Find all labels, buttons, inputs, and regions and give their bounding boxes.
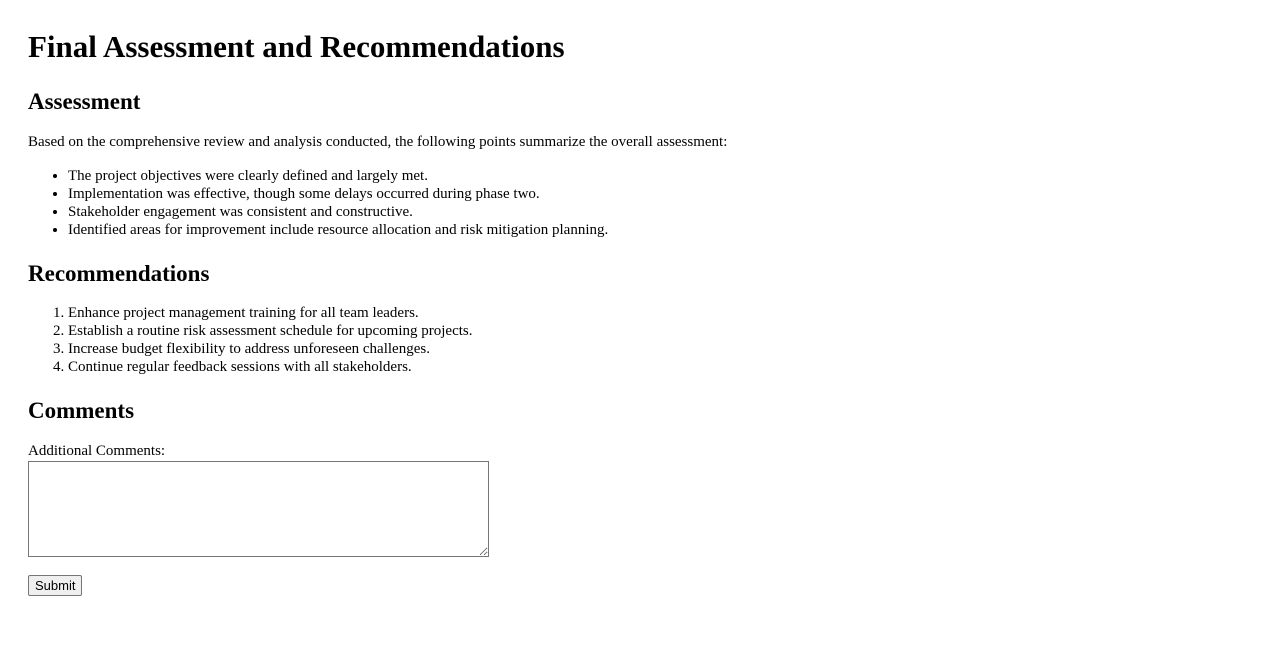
assessment-heading: Assessment (28, 89, 141, 114)
list-item: • Stakeholder engagement was consistent and constructive. (68, 203, 1250, 221)
comments-textarea[interactable] (28, 461, 489, 557)
submit-button[interactable]: Submit (28, 575, 82, 596)
submit-row (28, 575, 1250, 596)
recommendations-heading: Recommendations (28, 261, 210, 286)
comments-section (28, 397, 1250, 596)
comments-heading: Comments (28, 398, 135, 423)
list-item: • Identified areas for improvement include resource allocation and risk mitigation planning. (68, 221, 1250, 239)
list-item: 2. Establish a routine risk assessment schedule for upcoming projects. (68, 322, 1250, 340)
assessment-section (28, 88, 1250, 239)
assessment-intro: Based on the comprehensive review and analysis conducted, the following points summarize the overall assessment: (28, 134, 728, 150)
list-item: 1. Enhance project management training for all team leaders. (68, 304, 1250, 322)
list-item: • The project objectives were clearly defined and largely met. (68, 167, 1250, 185)
comments-label: Additional Comments: (28, 443, 166, 459)
recommendations-list (28, 304, 1250, 376)
list-item: • Implementation was effective, though some delays occurred during phase two. (68, 185, 1250, 203)
recommendations-section (28, 260, 1250, 376)
list-item: 4. Continue regular feedback sessions with all stakeholders. (68, 358, 1250, 376)
page-title: Final Assessment and Recommendations (28, 29, 565, 64)
assessment-points-list (28, 167, 1250, 239)
list-item: 3. Increase budget flexibility to address unforeseen challenges. (68, 340, 1250, 358)
